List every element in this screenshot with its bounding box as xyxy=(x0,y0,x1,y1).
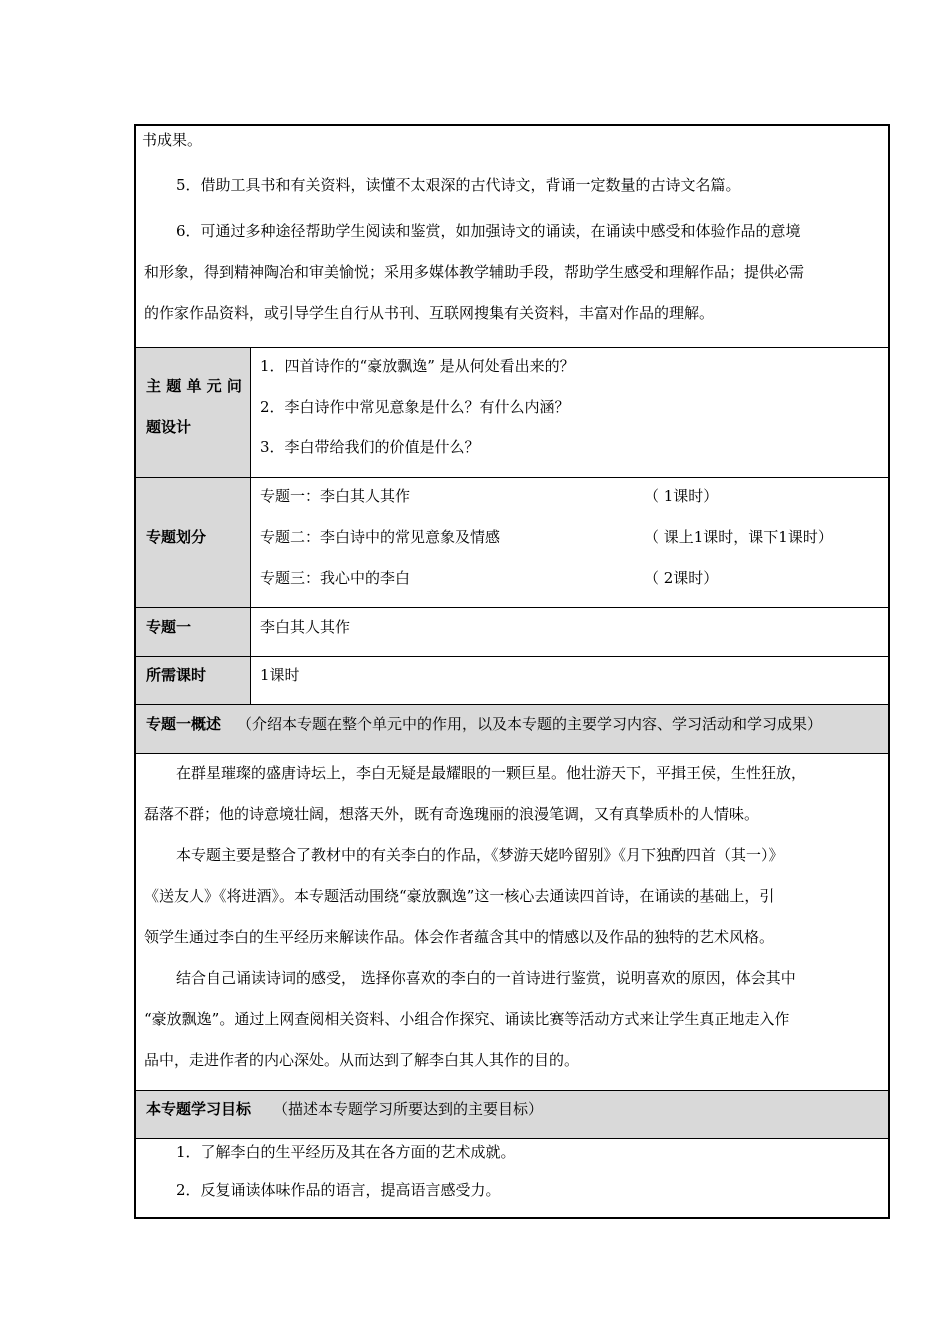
unit-design-table xyxy=(134,124,890,1219)
intro-line: 书成果。 xyxy=(142,131,203,149)
overview-header-title: 专题一概述 xyxy=(146,715,222,733)
goals-header-note: （描述本专题学习所要达到的主要目标） xyxy=(273,1100,544,1118)
overview-header-note: （介绍本专题在整个单元中的作用，以及本专题的主要学习内容、学习活动和学习成果） xyxy=(237,715,823,733)
question-2: 2．李白诗作中常见意象是什么？有什么内涵？ xyxy=(260,398,570,416)
questions-label-cell xyxy=(136,348,250,477)
intro-item-5: 5．借助工具书和有关资料，读懂不太艰深的古代诗文，背诵一定数量的古诗文名篇。 xyxy=(176,176,741,194)
overview-p3-line-1: 结合自己诵读诗词的感受， 选择你喜欢的李白的一首诗进行鉴赏，说明喜欢的原因，体会其中 xyxy=(176,969,796,987)
intro-item-6-line-2: 和形象，得到精神陶冶和审美愉悦；采用多媒体教学辅助手段，帮助学生感受和理解作品；提供必需 xyxy=(144,263,805,281)
overview-p2-line-1: 本专题主要是整合了教材中的有关李白的作品，《梦游天姥吟留别》《月下独酌四首（其一）》 xyxy=(176,846,784,864)
topic-3-hours: （ 2课时） xyxy=(644,569,719,587)
goal-2: 2．反复诵读体味作品的语言，提高语言感受力。 xyxy=(176,1181,501,1199)
row-divider xyxy=(136,1138,888,1139)
question-3: 3．李白带给我们的价值是什么？ xyxy=(260,438,480,456)
overview-p1-line-1: 在群星璀璨的盛唐诗坛上，李白无疑是最耀眼的一颗巨星。他壮游天下，平揖王侯，生性狂放， xyxy=(176,764,807,782)
hours-label: 所需课时 xyxy=(146,666,207,684)
overview-header xyxy=(146,714,822,734)
topic-1-hours: （ 1课时） xyxy=(644,487,719,505)
topics-label: 专题划分 xyxy=(146,528,207,546)
questions-label-line-2: 题设计 xyxy=(146,418,192,436)
questions-label-line-1: 主 题 单 元 问 xyxy=(146,377,242,395)
topic1-value: 李白其人其作 xyxy=(260,618,351,636)
goals-header xyxy=(146,1099,543,1119)
topic-2-name: 专题二：李白诗中的常见意象及情感 xyxy=(260,528,501,546)
overview-p1-line-2: 磊落不群；他的诗意境壮阔，想落天外，既有奇逸瑰丽的浪漫笔调，又有真挚质朴的人情味。 xyxy=(144,805,760,823)
question-1: 1．四首诗作的“豪放飘逸” 是从何处看出来的？ xyxy=(260,357,575,375)
row-divider xyxy=(136,753,888,754)
intro-item-6-line-3: 的作家作品资料，或引导学生自行从书刊、互联网搜集有关资料，丰富对作品的理解。 xyxy=(144,304,715,322)
goal-1: 1．了解李白的生平经历及其在各方面的艺术成就。 xyxy=(176,1143,516,1161)
goals-header-title: 本专题学习目标 xyxy=(146,1100,252,1118)
column-divider xyxy=(250,348,251,704)
topic-1-name: 专题一：李白其人其作 xyxy=(260,487,411,505)
overview-p2-line-2: 《送友人》《将进酒》。本专题活动围绕“豪放飘逸”这一核心去通读四首诗，在诵读的基础上，引 xyxy=(144,887,775,905)
overview-p2-line-3: 领学生通过李白的生平经历来解读作品。体会作者蕴含其中的情感以及作品的独特的艺术风格。 xyxy=(144,928,775,946)
topic-2-hours: （ 课上1课时，课下1课时） xyxy=(644,528,833,546)
hours-value: 1课时 xyxy=(260,666,300,684)
overview-p3-line-3: 品中，走进作者的内心深处。从而达到了解李白其人其作的目的。 xyxy=(144,1051,580,1069)
topic-3-name: 专题三：我心中的李白 xyxy=(260,569,411,587)
intro-item-6-line-1: 6．可通过多种途径帮助学生阅读和鉴赏，如加强诗文的诵读，在诵读中感受和体验作品的意境 xyxy=(176,222,801,240)
overview-p3-line-2: “豪放飘逸”。通过上网查阅相关资料、小组合作探究、诵读比赛等活动方式来让学生真正地走入作 xyxy=(144,1010,790,1028)
topic1-label: 专题一 xyxy=(146,618,192,636)
